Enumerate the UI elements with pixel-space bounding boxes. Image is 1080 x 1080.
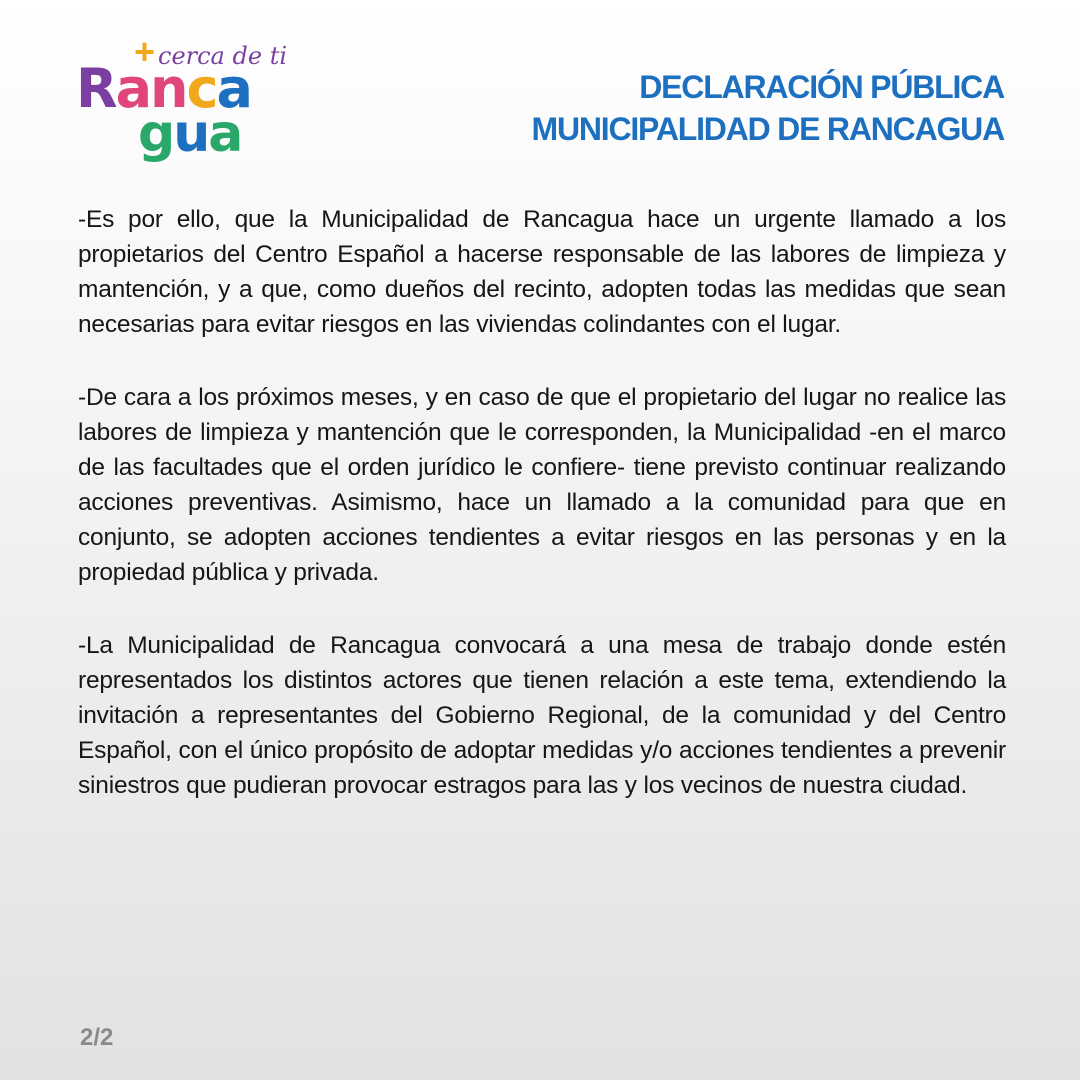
title-line-2: MUNICIPALIDAD DE RANCAGUA xyxy=(531,111,1004,147)
logo-word-bottom xyxy=(138,104,242,164)
logo-letter: n xyxy=(150,57,187,120)
page-indicator: 2/2 xyxy=(80,1024,114,1051)
paragraph-3: -La Municipalidad de Rancagua convocará a una mesa de trabajo donde estén representados los distintos actores que tienen relación a este tema, extendiendo la invitación a representantes del Gobierno Regional, de la comunidad y del Centro Español, con el único propósito de adoptar medidas y/o acciones tendientes a prevenir siniestros que pudieran provocar estragos para las y los vecinos de nuestra ciudad. xyxy=(78,632,1006,799)
logo-letter: u xyxy=(173,104,209,164)
logo-letter: a xyxy=(216,57,251,120)
page-title xyxy=(531,66,1004,150)
paragraph-1: -Es por ello, que la Municipalidad de Rancagua hace un urgente llamado a los propietarios del Centro Español a hacerse responsable de las labores de limpieza y mantención, y a que, como dueños del recinto, adopten todas las medidas que sean necesarias para evitar riesgos en las viviendas colindantes con el lugar. xyxy=(78,206,1006,338)
logo-letter: c xyxy=(186,57,217,120)
logo-tagline: cerca de ti xyxy=(158,42,288,70)
declaration-body xyxy=(78,202,1006,841)
logo-letter: R xyxy=(76,57,116,120)
logo-letter: g xyxy=(138,104,174,164)
logo-plus: + xyxy=(134,31,156,72)
title-line-1: DECLARACIÓN PÚBLICA xyxy=(639,69,1004,105)
logo-letter: a xyxy=(115,57,151,120)
logo-letter: a xyxy=(208,104,242,164)
rancagua-logo xyxy=(76,31,288,164)
paragraph-2: -De cara a los próximos meses, y en caso de que el propietario del lugar no realice las labores de limpieza y mantención que le corresponden, la Municipalidad -en el marco de las facultades que el orden jurídico le confiere- tiene previsto continuar realizando acciones preventivas. Asimismo, hace un llamado a la comunidad para que en conjunto, se adopten acciones tendientes a evitar riesgos en las personas y en la propiedad pública y privada. xyxy=(78,384,1006,586)
